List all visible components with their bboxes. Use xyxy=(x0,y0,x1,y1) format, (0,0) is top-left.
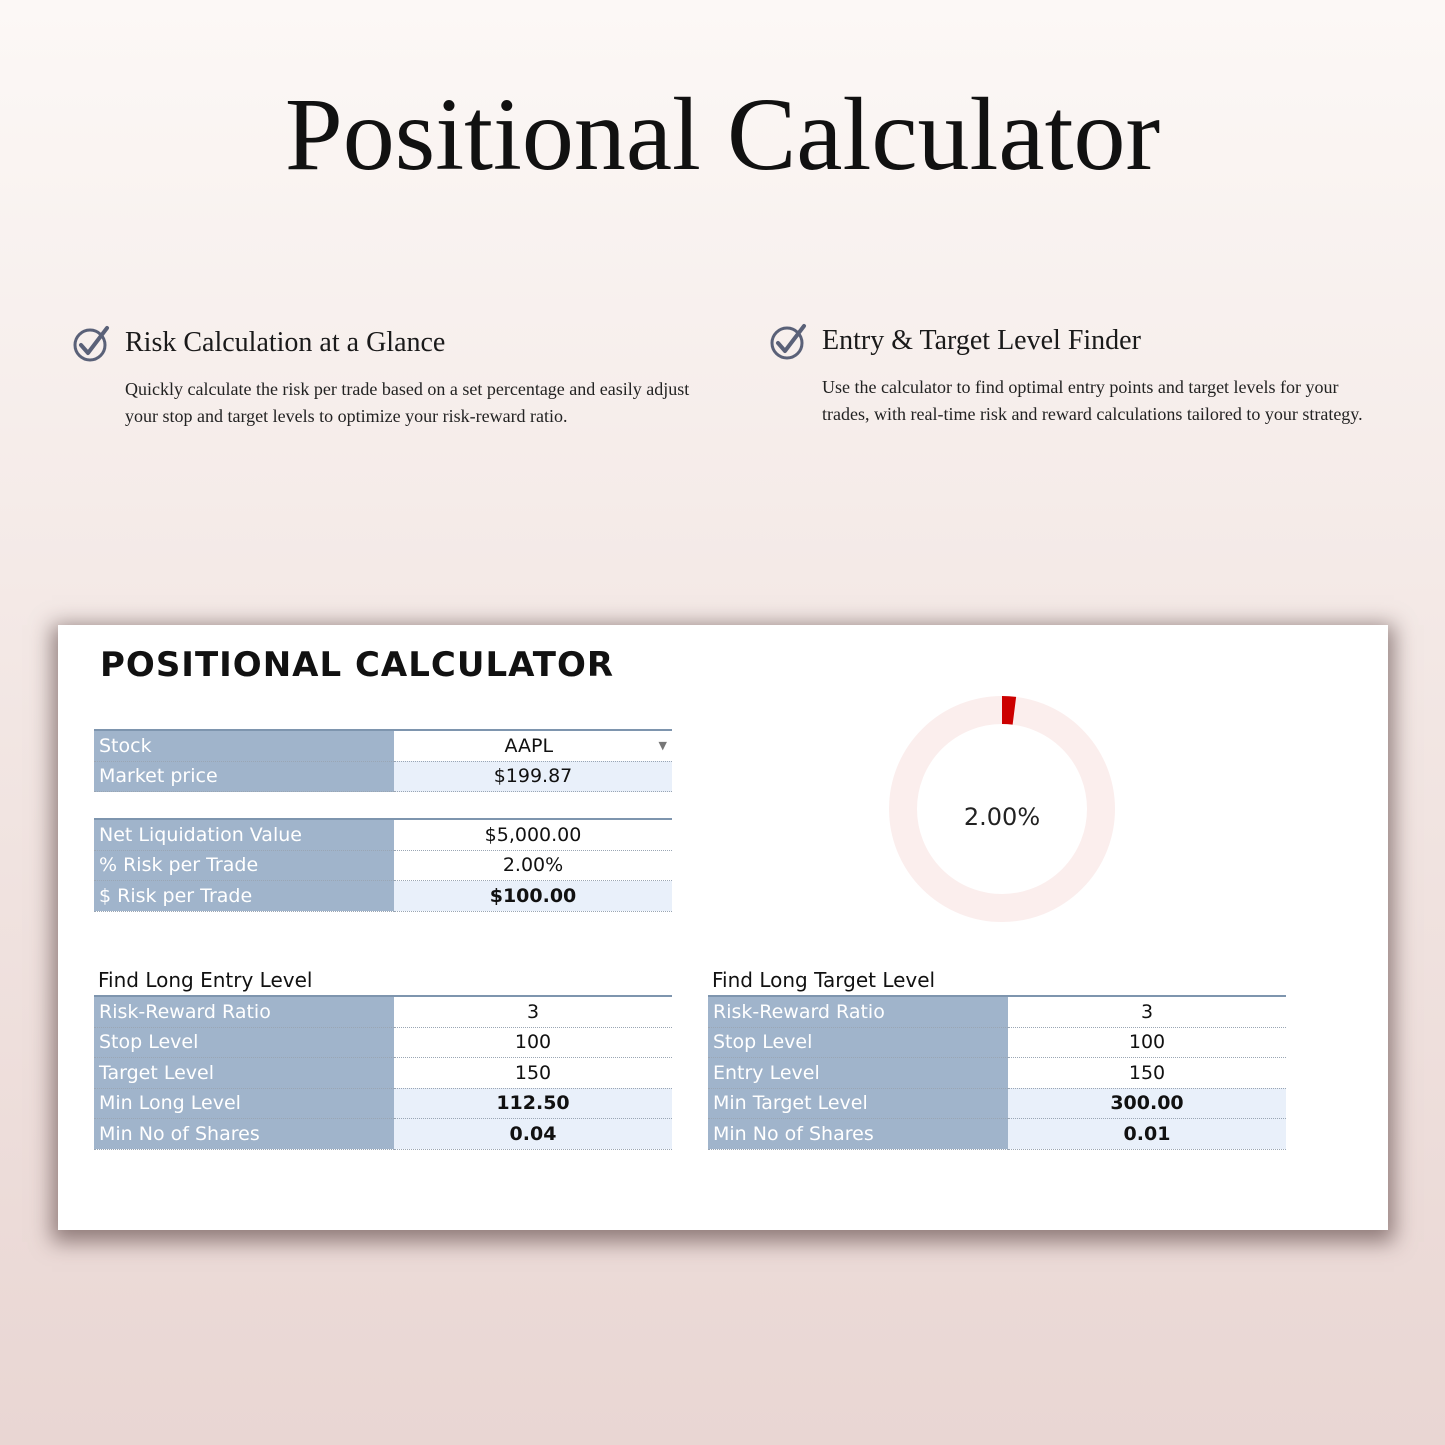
target-level-label: Target Level xyxy=(94,1058,394,1089)
usd-risk-value: $100.00 xyxy=(394,881,672,912)
pct-risk-input[interactable]: 2.00% xyxy=(394,850,672,881)
table-row xyxy=(708,996,1286,1027)
entry-section-heading: Find Long Entry Level xyxy=(98,968,313,992)
table-row xyxy=(708,1058,1286,1089)
stock-table xyxy=(94,729,672,792)
stock-value: AAPL xyxy=(504,734,554,757)
feature-title: Risk Calculation at a Glance xyxy=(125,327,446,358)
rr-ratio-input[interactable]: 3 xyxy=(1008,996,1286,1027)
stop-level-input[interactable]: 100 xyxy=(394,1027,672,1058)
check-circle-icon xyxy=(72,323,112,363)
entry-table xyxy=(94,995,672,1150)
gauge-label: 2.00% xyxy=(963,803,1041,831)
table-row xyxy=(94,730,672,761)
feature-entry-target-finder xyxy=(769,320,1389,428)
table-row xyxy=(94,996,672,1027)
min-long-level-label: Min Long Level xyxy=(94,1088,394,1119)
table-row xyxy=(94,1058,672,1089)
min-target-level-label: Min Target Level xyxy=(708,1088,1008,1119)
target-table xyxy=(708,995,1286,1150)
check-circle-icon xyxy=(769,321,809,361)
table-row xyxy=(94,1119,672,1150)
market-price-label: Market price xyxy=(94,761,394,792)
table-row xyxy=(94,850,672,881)
table-row xyxy=(94,881,672,912)
market-price-value: $199.87 xyxy=(394,761,672,792)
table-row xyxy=(94,761,672,792)
min-shares-label: Min No of Shares xyxy=(94,1119,394,1150)
feature-risk-calculation xyxy=(72,322,712,430)
min-shares-value: 0.04 xyxy=(394,1119,672,1150)
usd-risk-label: $ Risk per Trade xyxy=(94,881,394,912)
feature-description: Quickly calculate the risk per trade based on a set percentage and easily adjust your stop and target levels to optimize your risk-reward ratio. xyxy=(125,379,690,426)
table-row xyxy=(708,1027,1286,1058)
target-level-input[interactable]: 150 xyxy=(394,1058,672,1089)
table-row xyxy=(94,1027,672,1058)
stock-select[interactable] xyxy=(394,730,672,761)
feature-description: Use the calculator to find optimal entry points and target levels for your trades, with real-time risk and reward calculations tailored to your strategy. xyxy=(822,377,1363,424)
target-section-heading: Find Long Target Level xyxy=(712,968,936,992)
page-title: Positional Calculator xyxy=(284,77,1161,192)
risk-table xyxy=(94,818,672,912)
min-shares-value: 0.01 xyxy=(1008,1119,1286,1150)
net-liquidation-input[interactable]: $5,000.00 xyxy=(394,819,672,850)
calculator-panel xyxy=(58,625,1388,1230)
feature-title: Entry & Target Level Finder xyxy=(822,325,1141,356)
rr-ratio-input[interactable]: 3 xyxy=(394,996,672,1027)
rr-ratio-label: Risk-Reward Ratio xyxy=(94,996,394,1027)
pct-risk-label: % Risk per Trade xyxy=(94,850,394,881)
net-liquidation-label: Net Liquidation Value xyxy=(94,819,394,850)
table-row xyxy=(708,1119,1286,1150)
min-shares-label: Min No of Shares xyxy=(708,1119,1008,1150)
entry-level-label: Entry Level xyxy=(708,1058,1008,1089)
stop-level-label: Stop Level xyxy=(94,1027,394,1058)
table-row xyxy=(94,1088,672,1119)
min-long-level-value: 112.50 xyxy=(394,1088,672,1119)
stop-level-label: Stop Level xyxy=(708,1027,1008,1058)
dropdown-arrow-icon[interactable]: ▼ xyxy=(658,738,667,752)
entry-level-input[interactable]: 150 xyxy=(1008,1058,1286,1089)
min-target-level-value: 300.00 xyxy=(1008,1088,1286,1119)
table-row xyxy=(94,819,672,850)
rr-ratio-label: Risk-Reward Ratio xyxy=(708,996,1008,1027)
table-row xyxy=(708,1088,1286,1119)
stop-level-input[interactable]: 100 xyxy=(1008,1027,1286,1058)
calculator-title: POSITIONAL CALCULATOR xyxy=(100,645,615,685)
stock-label: Stock xyxy=(94,730,394,761)
